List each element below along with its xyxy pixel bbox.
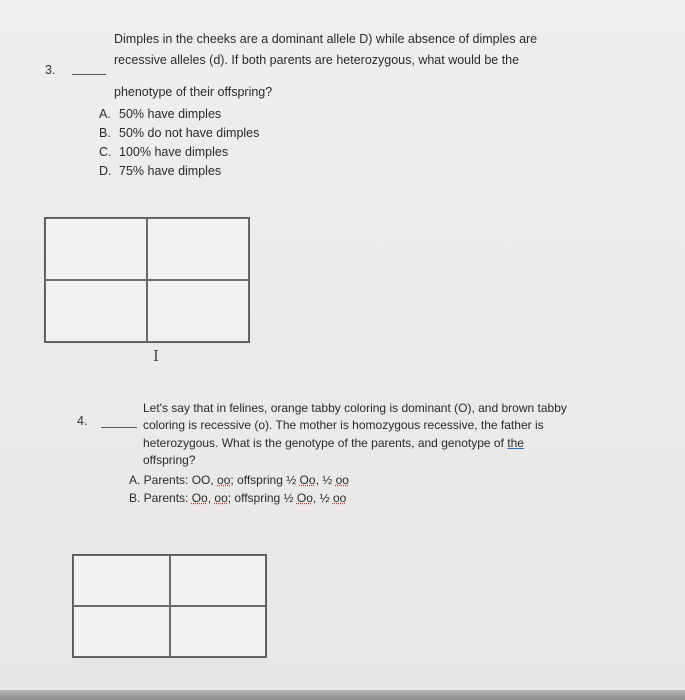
q4-line-2: coloring is recessive (o). The mother is homozygous recessive, the father is bbox=[143, 418, 544, 432]
q4-punnett-square[interactable] bbox=[72, 554, 267, 658]
q4-a-Oo: Oo bbox=[299, 473, 316, 487]
punnett-cell[interactable] bbox=[170, 606, 267, 657]
option-letter: C. bbox=[99, 145, 112, 159]
q4-b-mid: ; offspring ½ bbox=[227, 491, 297, 505]
option-text: 75% have dimples bbox=[119, 164, 222, 178]
option-letter: B. bbox=[99, 126, 111, 140]
punnett-cell[interactable] bbox=[73, 606, 170, 657]
q4-line-4: offspring? bbox=[143, 453, 196, 467]
option-text: 50% do not have dimples bbox=[119, 126, 260, 140]
option-text: 100% have dimples bbox=[119, 145, 229, 159]
punnett-cell[interactable] bbox=[73, 555, 170, 606]
q4-b-sep: , ½ bbox=[312, 491, 333, 505]
q3-option-a[interactable] bbox=[99, 105, 259, 124]
q3-punnett-square[interactable] bbox=[44, 217, 250, 343]
q4-b-prefix: B. Parents: bbox=[129, 491, 192, 505]
q4-option-b[interactable] bbox=[129, 490, 346, 507]
page-shadow bbox=[0, 690, 685, 700]
punnett-cell[interactable] bbox=[170, 555, 267, 606]
punnett-cell[interactable] bbox=[147, 218, 249, 280]
q4-b-Oo: Oo bbox=[191, 491, 208, 505]
q4-a-oo: oo bbox=[217, 473, 231, 487]
q4-answer-blank[interactable] bbox=[101, 427, 137, 428]
q3-number: 3. bbox=[45, 63, 56, 77]
q4-line-3-text: heterozygous. What is the genotype of the parents, and genotype of bbox=[143, 436, 508, 450]
option-letter: D. bbox=[99, 164, 112, 178]
q3-option-d[interactable] bbox=[99, 162, 259, 181]
q3-line-2: recessive alleles (d). If both parents are heterozygous, what would be the bbox=[114, 53, 520, 67]
q3-option-c[interactable] bbox=[99, 143, 259, 162]
q4-line-3 bbox=[143, 435, 524, 452]
q4-a-prefix: A. Parents: OO, bbox=[129, 473, 218, 487]
text-cursor-icon: I bbox=[153, 347, 159, 365]
q3-line-1: Dimples in the cheeks are a dominant allele D) while absence of dimples are bbox=[114, 32, 538, 46]
punnett-cell[interactable] bbox=[45, 218, 147, 280]
q4-option-a[interactable] bbox=[129, 472, 349, 489]
q4-a-mid: ; offspring ½ bbox=[230, 473, 300, 487]
q4-b-comma: , bbox=[207, 491, 215, 505]
q3-options bbox=[99, 105, 259, 181]
q4-b-Oo-2: Oo bbox=[296, 491, 313, 505]
q4-line-1: Let's say that in felines, orange tabby coloring is dominant (O), and brown tabby bbox=[143, 401, 567, 415]
q4-number: 4. bbox=[77, 414, 88, 428]
q3-answer-blank[interactable] bbox=[72, 74, 106, 75]
q4-line-3-underlined: the bbox=[507, 436, 524, 450]
option-text: 50% have dimples bbox=[119, 107, 222, 121]
q4-a-oo-2: oo bbox=[335, 473, 349, 487]
punnett-cell[interactable] bbox=[147, 280, 249, 342]
q3-option-b[interactable] bbox=[99, 124, 259, 143]
q4-b-oo-2: oo bbox=[332, 491, 347, 505]
q4-a-sep: , ½ bbox=[315, 473, 336, 487]
q3-line-3: phenotype of their offspring? bbox=[114, 85, 273, 99]
option-letter: A. bbox=[99, 107, 111, 121]
punnett-cell[interactable] bbox=[45, 280, 147, 342]
q4-b-oo: oo bbox=[214, 491, 228, 505]
